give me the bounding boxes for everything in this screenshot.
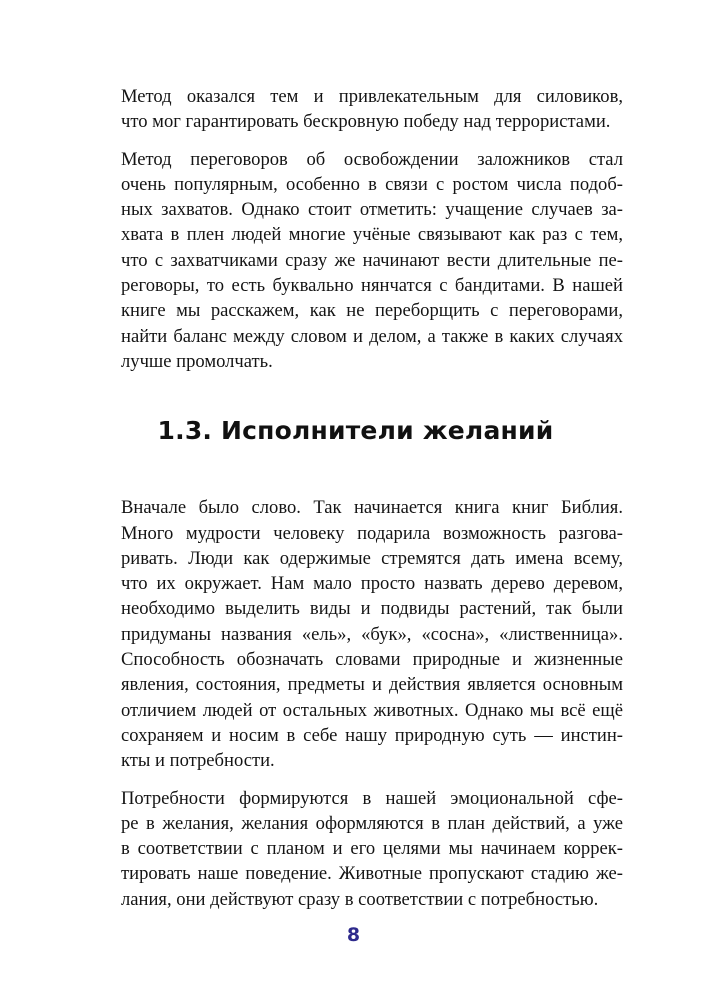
text-line: придуманы названия «ель», «бук», «сосна», «лиственница». bbox=[121, 623, 623, 645]
text-line: тировать наше поведение. Животные пропускают стадию же- bbox=[121, 863, 623, 885]
text-line: необходимо выделить виды и подвиды растений, так были bbox=[121, 598, 623, 620]
text-line: в соответствии с планом и его целями мы начинаем коррек- bbox=[121, 838, 623, 860]
paragraph bbox=[88, 495, 623, 773]
text-line: реговоры, то есть буквально нянчатся с бандитами. В нашей bbox=[121, 275, 623, 297]
text-line: найти баланс между словом и делом, а также в каких случаях bbox=[121, 325, 623, 347]
text-line: Много мудрости человеку подарила возможность разгова- bbox=[121, 522, 623, 544]
text-line: что с захватчиками сразу же начинают вести длительные пе- bbox=[121, 249, 623, 271]
text-line: Метод оказался тем и привлекательным для силовиков, bbox=[121, 86, 623, 107]
text-line: явления, состояния, предметы и действия является основным bbox=[121, 674, 623, 696]
text-line: очень популярным, особенно в связи с ростом числа подоб- bbox=[121, 173, 623, 195]
text-line: отличием людей от остальных животных. Однако мы всё ещё bbox=[121, 699, 623, 721]
text-line: кты и потребности. bbox=[121, 750, 275, 772]
text-line: хвата в плен людей многие учёные связывают как раз с тем, bbox=[121, 224, 623, 246]
paragraph bbox=[88, 147, 623, 375]
text-line: что мог гарантировать бескровную победу над террористами. bbox=[121, 111, 611, 133]
text-line: Способность обозначать словами природные и жизненные bbox=[121, 649, 623, 671]
text-line: ривать. Люди как одержимые стремятся дать имена всему, bbox=[121, 547, 623, 569]
text-line: книге мы расскажем, как не переборщить с переговорами, bbox=[121, 300, 623, 322]
text-line: лучше промолчать. bbox=[121, 350, 273, 372]
page-number: 8 bbox=[346, 924, 361, 946]
page-body bbox=[88, 84, 623, 912]
text-line: Вначале было слово. Так начинается книга книг Библия. bbox=[121, 497, 623, 519]
text-line: сохраняем и носим в себе нашу природную суть — инстин- bbox=[121, 724, 623, 746]
text-line: лания, они действуют сразу в соответствии с потребностью. bbox=[121, 888, 599, 910]
text-line: ных захватов. Однако стоит отметить: учащение случаев за- bbox=[121, 199, 623, 221]
paragraph bbox=[88, 84, 623, 135]
text-line: Метод переговоров об освобождении заложников стал bbox=[121, 148, 623, 170]
section-heading: 1.3. Исполнители желаний bbox=[157, 416, 554, 446]
text-line: ре в желания, желания оформляются в план действий, а уже bbox=[121, 812, 623, 834]
text-line: что их окружает. Нам мало просто назвать дерево деревом, bbox=[121, 573, 623, 595]
paragraph bbox=[88, 786, 623, 912]
text-line: Потребности формируются в нашей эмоциональной сфе- bbox=[121, 787, 623, 809]
